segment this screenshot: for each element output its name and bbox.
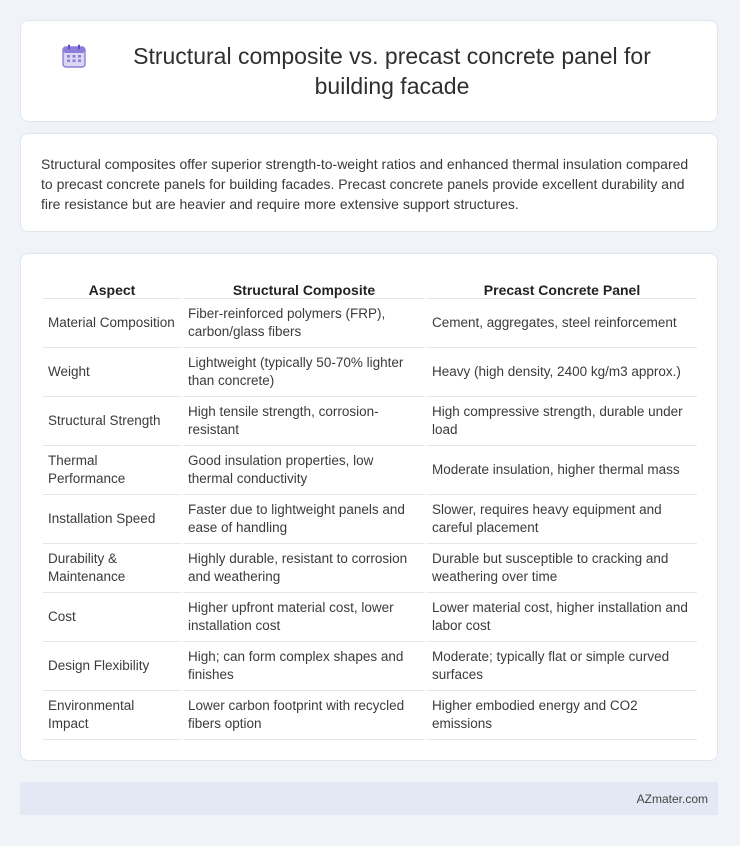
cell-aspect: Weight [43, 348, 181, 397]
table-row [43, 495, 697, 544]
table-row [43, 397, 697, 446]
table-card [20, 253, 718, 761]
table-row [43, 544, 697, 593]
cell-aspect: Durability & Maintenance [43, 544, 181, 593]
cell-aspect: Installation Speed [43, 495, 181, 544]
cell-concrete: Durable but susceptible to cracking and weathering over time [427, 544, 697, 593]
cell-composite: Highly durable, resistant to corrosion and weathering [183, 544, 425, 593]
cell-aspect: Material Composition [43, 299, 181, 348]
cell-aspect: Environmental Impact [43, 691, 181, 740]
cell-concrete: Moderate; typically flat or simple curved surfaces [427, 642, 697, 691]
table-row [43, 348, 697, 397]
cell-composite: Fiber-reinforced polymers (FRP), carbon/glass fibers [183, 299, 425, 348]
cell-aspect: Thermal Performance [43, 446, 181, 495]
cell-composite: Lower carbon footprint with recycled fibers option [183, 691, 425, 740]
comparison-table [41, 276, 699, 740]
title-card [20, 20, 718, 122]
cell-composite: Faster due to lightweight panels and ease of handling [183, 495, 425, 544]
calendar-icon [61, 43, 87, 69]
header-structural-composite: Structural Composite [183, 276, 425, 299]
footer-bar [20, 782, 718, 815]
cell-composite: High tensile strength, corrosion-resistant [183, 397, 425, 446]
title-wrap [21, 41, 717, 101]
cell-concrete: Slower, requires heavy equipment and careful placement [427, 495, 697, 544]
table-row [43, 446, 697, 495]
page-title: Structural composite vs. precast concrete panel for building facade [133, 43, 651, 99]
cell-composite: Lightweight (typically 50-70% lighter than concrete) [183, 348, 425, 397]
cell-aspect: Design Flexibility [43, 642, 181, 691]
cell-concrete: Higher embodied energy and CO2 emissions [427, 691, 697, 740]
cell-concrete: Lower material cost, higher installation and labor cost [427, 593, 697, 642]
cell-concrete: High compressive strength, durable under load [427, 397, 697, 446]
cell-aspect: Cost [43, 593, 181, 642]
table-row [43, 593, 697, 642]
cell-composite: High; can form complex shapes and finishes [183, 642, 425, 691]
table-row [43, 299, 697, 348]
table-row [43, 691, 697, 740]
cell-composite: Good insulation properties, low thermal conductivity [183, 446, 425, 495]
header-precast-concrete: Precast Concrete Panel [427, 276, 697, 299]
cell-aspect: Structural Strength [43, 397, 181, 446]
cell-concrete: Heavy (high density, 2400 kg/m3 approx.) [427, 348, 697, 397]
header-aspect: Aspect [43, 276, 181, 299]
footer-brand: AZmater.com [636, 791, 708, 806]
table-header-row [43, 276, 697, 299]
cell-concrete: Cement, aggregates, steel reinforcement [427, 299, 697, 348]
cell-concrete: Moderate insulation, higher thermal mass [427, 446, 697, 495]
summary-card [20, 133, 718, 232]
cell-composite: Higher upfront material cost, lower installation cost [183, 593, 425, 642]
table-row [43, 642, 697, 691]
summary-text: Structural composites offer superior strength-to-weight ratios and enhanced thermal insulation compared to precast concrete panels for building facades. Precast concrete panels provide excellent durability and fire resistance but are heavier and require more extensive support structures. [41, 156, 689, 212]
